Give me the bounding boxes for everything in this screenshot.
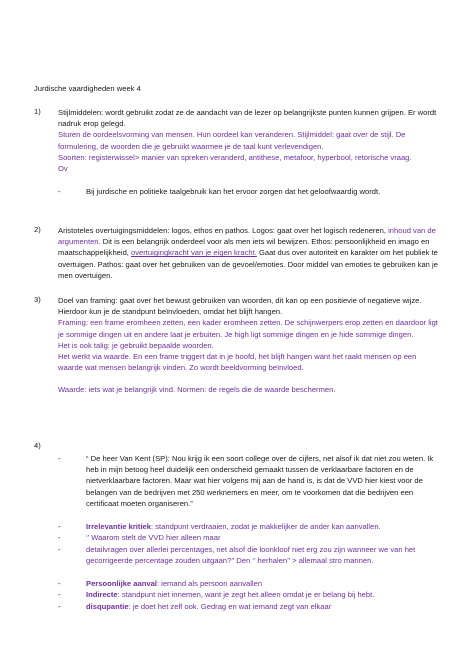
section-1-note-1: Sturen de oordeelsvorming van mensen. Hun oordeel kan veranderen. Stijlmiddel: gaat over de stijl. De formulering, de woorden die je gebruikt waarmee je de taal kunt verlevendigen. bbox=[58, 130, 406, 151]
section-3-number: 3) bbox=[34, 295, 41, 304]
section-2-number: 2) bbox=[34, 225, 41, 234]
section-2-text-e: Gaat dus over autoriteit en karakter om het publiek te overtuigen. Pathos: gaat over het gebruiken van de gevoel/emoties. Door middel van emoties te gebruiken kan je men overtuigen. bbox=[58, 248, 438, 280]
section-4-item bbox=[86, 578, 442, 589]
section-4-item-dash: - bbox=[58, 579, 61, 588]
section-1-bullet-dash: - bbox=[58, 187, 61, 196]
section-3-text: Doel van framing: gaat over het bewust gebruiken van woorden, dit kan op een positievie of negatieve wijze. Hierdoor kun je de standpunt beïnvloeden, omdat het blijft hangen. bbox=[58, 296, 422, 317]
section-4-item-text: : iemand als persoon aanvallen bbox=[156, 579, 263, 588]
section-3-note-4: Waarde: iets wat je belangrijk vind. Normen: de regels die de waarde beschermen. bbox=[58, 385, 336, 395]
section-4-item-dash: - bbox=[58, 522, 61, 531]
section-4-item-dash: - bbox=[58, 533, 61, 542]
section-2-text-d: overtuigingkracht van je eigen kracht. bbox=[131, 248, 257, 258]
section-4-item-text: ‘’ Waarom stelt de VVD hier alleen maar bbox=[86, 533, 221, 542]
section-4-number: 4) bbox=[34, 441, 41, 450]
section-3-note-2: Het is ook talig: je gebruikt bepaalde woorden. bbox=[58, 340, 214, 350]
section-1-body bbox=[58, 107, 442, 174]
section-4-item-text: : je doet het zelf ook. Gedrag en wat iemand zegt van elkaar bbox=[128, 602, 332, 611]
section-4-item-text: : standpunt niet innemen, want je zegt het alleen omdat je er belang bij hebt. bbox=[117, 590, 375, 599]
section-4-item-text: : standpunt verdraaien, zodat je makkelijker de ander kan aanvallen. bbox=[151, 522, 381, 531]
section-3-note-3: Het werkt via waarde. En een frame triggert dat in je hoofd, het blijft hangen want het raakt mensen op een waarde wat mensen belangrijk vinden. Zo wordt beeldvorming beïnvloed. bbox=[58, 352, 417, 373]
section-4-item-label: Persoonlijke aanval bbox=[86, 579, 157, 588]
section-1-bullet-text: Bij jurdische en politieke taalgebruik kan het ervoor zorgen dat het geloofwaardig wordt. bbox=[86, 187, 381, 196]
section-2-text-c: Dit is een belangrijk onderdeel voor als men iets wil bewijzen. Ethos: persoonlijkheid en imago en maatschappelijkheid, bbox=[58, 237, 430, 258]
section-4-item bbox=[86, 601, 442, 612]
section-4-item bbox=[86, 589, 442, 600]
section-4-item-text: detailvragen over allerlei percentages, net alsof die loonkloof niet erg zou zijn wanneer we van het gecorrigeerde percentage zouden uitgaan?’’ Den ‘’ herhalen’’ > allemaal stro mannen. bbox=[86, 545, 416, 566]
section-1-note-2: Soorten: registerwissel> manier van spreken veranderd, antithese, metafoor, hyperbool, retorische vraag. bbox=[58, 152, 412, 162]
page-title: Jurdische vaardigheden week 4 bbox=[34, 84, 141, 93]
section-2-text-b: inhoud van de argumenten. bbox=[58, 226, 436, 247]
section-4-item-dash: - bbox=[58, 545, 61, 554]
section-4-item-dash: - bbox=[58, 590, 61, 599]
section-4-item bbox=[86, 521, 442, 532]
section-2-text-a: Aristoteles overtuigingsmiddelen: logos, ethos en pathos. Logos: gaat over het logisch redeneren, bbox=[58, 226, 389, 235]
section-3-body bbox=[58, 295, 442, 396]
section-4-quote-dash: - bbox=[58, 454, 61, 463]
section-4-item bbox=[86, 544, 442, 566]
section-4-item bbox=[86, 532, 442, 543]
section-1-note-3: Ov bbox=[58, 164, 68, 174]
section-1-number: 1) bbox=[34, 107, 41, 116]
section-4-item-label: disqupantie bbox=[86, 602, 129, 611]
section-4-item-label: Indirecte bbox=[86, 590, 118, 599]
section-4-item-dash: - bbox=[58, 602, 61, 611]
section-4-item-label: Irrelevantie kritiek bbox=[86, 522, 152, 531]
section-3-note-1: Framing: een frame eromheen zetten, een kader eromheen zetten. De schijnwerpers erop zetten en daardoor ligt je sommige dingen uit en andere laat je erbuiten. Je high ligt sommige dingen en je hide sommige dingen. bbox=[58, 318, 438, 339]
section-1-text: Stijlmiddelen: wordt gebruikt zodat ze de aandacht van de lezer op belangrijkste punten kunnen grijpen. Er wordt nadruk erop gelegd. bbox=[58, 108, 437, 129]
section-4-quote: “ De heer Van Kent (SP): Nou krijg ik een soort college over de cijfers, net alsof ik dat niet zou weten. Ik heb in mijn betoog heel duidelijk een onderscheid gemaakt tussen de verklaarbare factoren en de nietverklaarbare factoren. Maar wat hier volgens mij aan de hand is, is dat de VVD hier kiest voor de belangen van de bedrijven met 250 werknemers en meer, om te voorkomen dat die bedrijven een certificaat moeten organiseren.” bbox=[86, 454, 434, 508]
section-2-body bbox=[58, 225, 442, 281]
